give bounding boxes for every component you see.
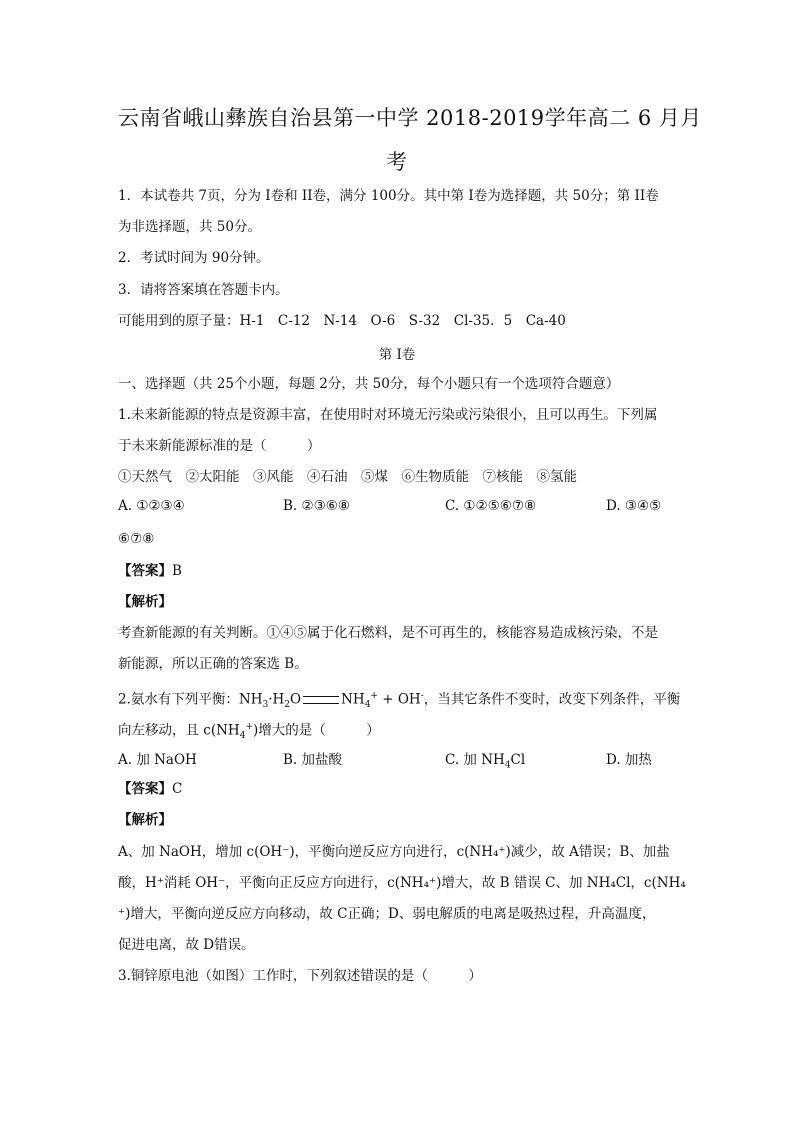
q2-stem-b — [118, 717, 380, 746]
superscript: - — [420, 691, 424, 701]
subscript: 4 — [364, 700, 371, 711]
instruction-1b: 为非选择题，共 50分。 — [118, 219, 261, 235]
q2-stem-text: NH — [341, 691, 365, 708]
answer-value: C — [172, 781, 183, 797]
q2-option-c — [445, 748, 525, 771]
q1-items: ①天然气 ②太阳能 ③风能 ④石油 ⑤煤 ⑥生物质能 ⑦核能 ⑧氢能 — [118, 469, 577, 485]
subscript: 4 — [504, 760, 511, 771]
answer-label: 【答案】 — [118, 563, 172, 579]
q1-stem-b: 于未来新能源标准的是（ ） — [118, 438, 321, 454]
equilibrium-arrow-icon — [303, 696, 339, 704]
superscript: + — [245, 722, 253, 732]
q1-answer — [118, 561, 182, 581]
q2-analysis-4: 促进电离，故 D错误。 — [118, 937, 255, 953]
q1-analysis-b: 新能源，所以正确的答案选 B。 — [118, 656, 308, 672]
q2-option-b: B. 加盐酸 — [283, 752, 343, 768]
q2-option-a: A. 加 NaOH — [118, 752, 197, 768]
q2-analysis-label: 【解析】 — [118, 812, 172, 828]
instruction-1a: 1．本试卷共 7页，分为 I卷和 II卷，满分 100分。其中第 I卷为选择题，共 50分；第 II卷 — [118, 188, 659, 204]
q1-stem-a: 1.未来新能源的特点是资源丰富，在使用时对环境无污染或污染很小，且可以再生。下列属 — [118, 407, 658, 423]
q2-analysis-3: ⁺)增大，平衡向逆反应方向移动，故 C正确；D、弱电解质的电离是吸热过程，升高温度， — [118, 906, 656, 922]
q1-analysis-a: 考查新能源的有关判断。①④⑤属于化石燃料，是不可再生的，核能容易造成核污染，不是 — [118, 625, 658, 641]
q2-stem-a — [118, 686, 680, 715]
q2-option-d: D. 加热 — [606, 752, 652, 768]
q2-stem-text: ，当其它条件不变时，改变下列条件，平衡 — [423, 691, 681, 708]
q1-option-d-continued: ⑥⑦⑧ — [118, 531, 155, 547]
subscript: 2 — [284, 700, 291, 711]
q1-option-c: C. ①②⑤⑥⑦⑧ — [445, 498, 537, 514]
section-title: 第 I卷 — [378, 347, 416, 363]
option-text: C. 加 NH — [445, 752, 505, 768]
instruction-3: 3．请将答案填在答题卡内。 — [118, 282, 289, 298]
option-text: Cl — [510, 752, 526, 768]
q2-stem-text: 2.氨水有下列平衡：NH — [118, 691, 263, 708]
q2-answer — [118, 779, 182, 799]
q1-option-b: B. ②③⑥⑧ — [283, 498, 350, 514]
q2-stem-text: )增大的是（ ） — [253, 722, 380, 739]
atomic-weights: 可能用到的原子量：H-1 C-12 N-14 O-6 S-32 Cl-35．5 Ca-40 — [118, 313, 566, 329]
subscript: 3 — [262, 700, 269, 711]
superscript: + — [370, 691, 378, 701]
answer-value: B — [172, 563, 182, 579]
q2-analysis-2: 酸，H⁺消耗 OH⁻，平衡向正反应方向进行，c(NH₄⁺)增大，故 B 错误 C、加 NH₄Cl，c(NH₄ — [118, 875, 686, 891]
q2-stem-text: 向左移动，且 c(NH — [118, 722, 240, 739]
page-title-continued: 考 — [386, 150, 407, 174]
answer-label: 【答案】 — [118, 781, 172, 797]
q2-stem-text: + OH — [377, 691, 421, 708]
q2-stem-text: O — [290, 691, 302, 708]
page-title: 云南省峨山彝族自治县第一中学 2018-2019学年高二 6 月月 — [118, 106, 702, 130]
subscript: 4 — [239, 731, 246, 742]
part1-header: 一、选择题（共 25个小题，每题 2分，共 50分，每个小题只有一个选项符合题意） — [118, 376, 620, 392]
q2-stem-text: ·H — [268, 691, 285, 708]
q2-analysis-1: A、加 NaOH，增加 c(OH⁻)，平衡向逆反应方向进行，c(NH₄⁺)减少，故 A错误；B、加盐 — [118, 844, 670, 860]
q3-stem: 3.铜锌原电池（如图）工作时，下列叙述错误的是（ ） — [118, 968, 482, 984]
q1-option-d: D. ③④⑤ — [606, 498, 662, 514]
q1-option-a: A. ①②③④ — [118, 498, 185, 514]
instruction-2: 2．考试时间为 90分钟。 — [118, 250, 270, 266]
q1-analysis-label: 【解析】 — [118, 594, 172, 610]
